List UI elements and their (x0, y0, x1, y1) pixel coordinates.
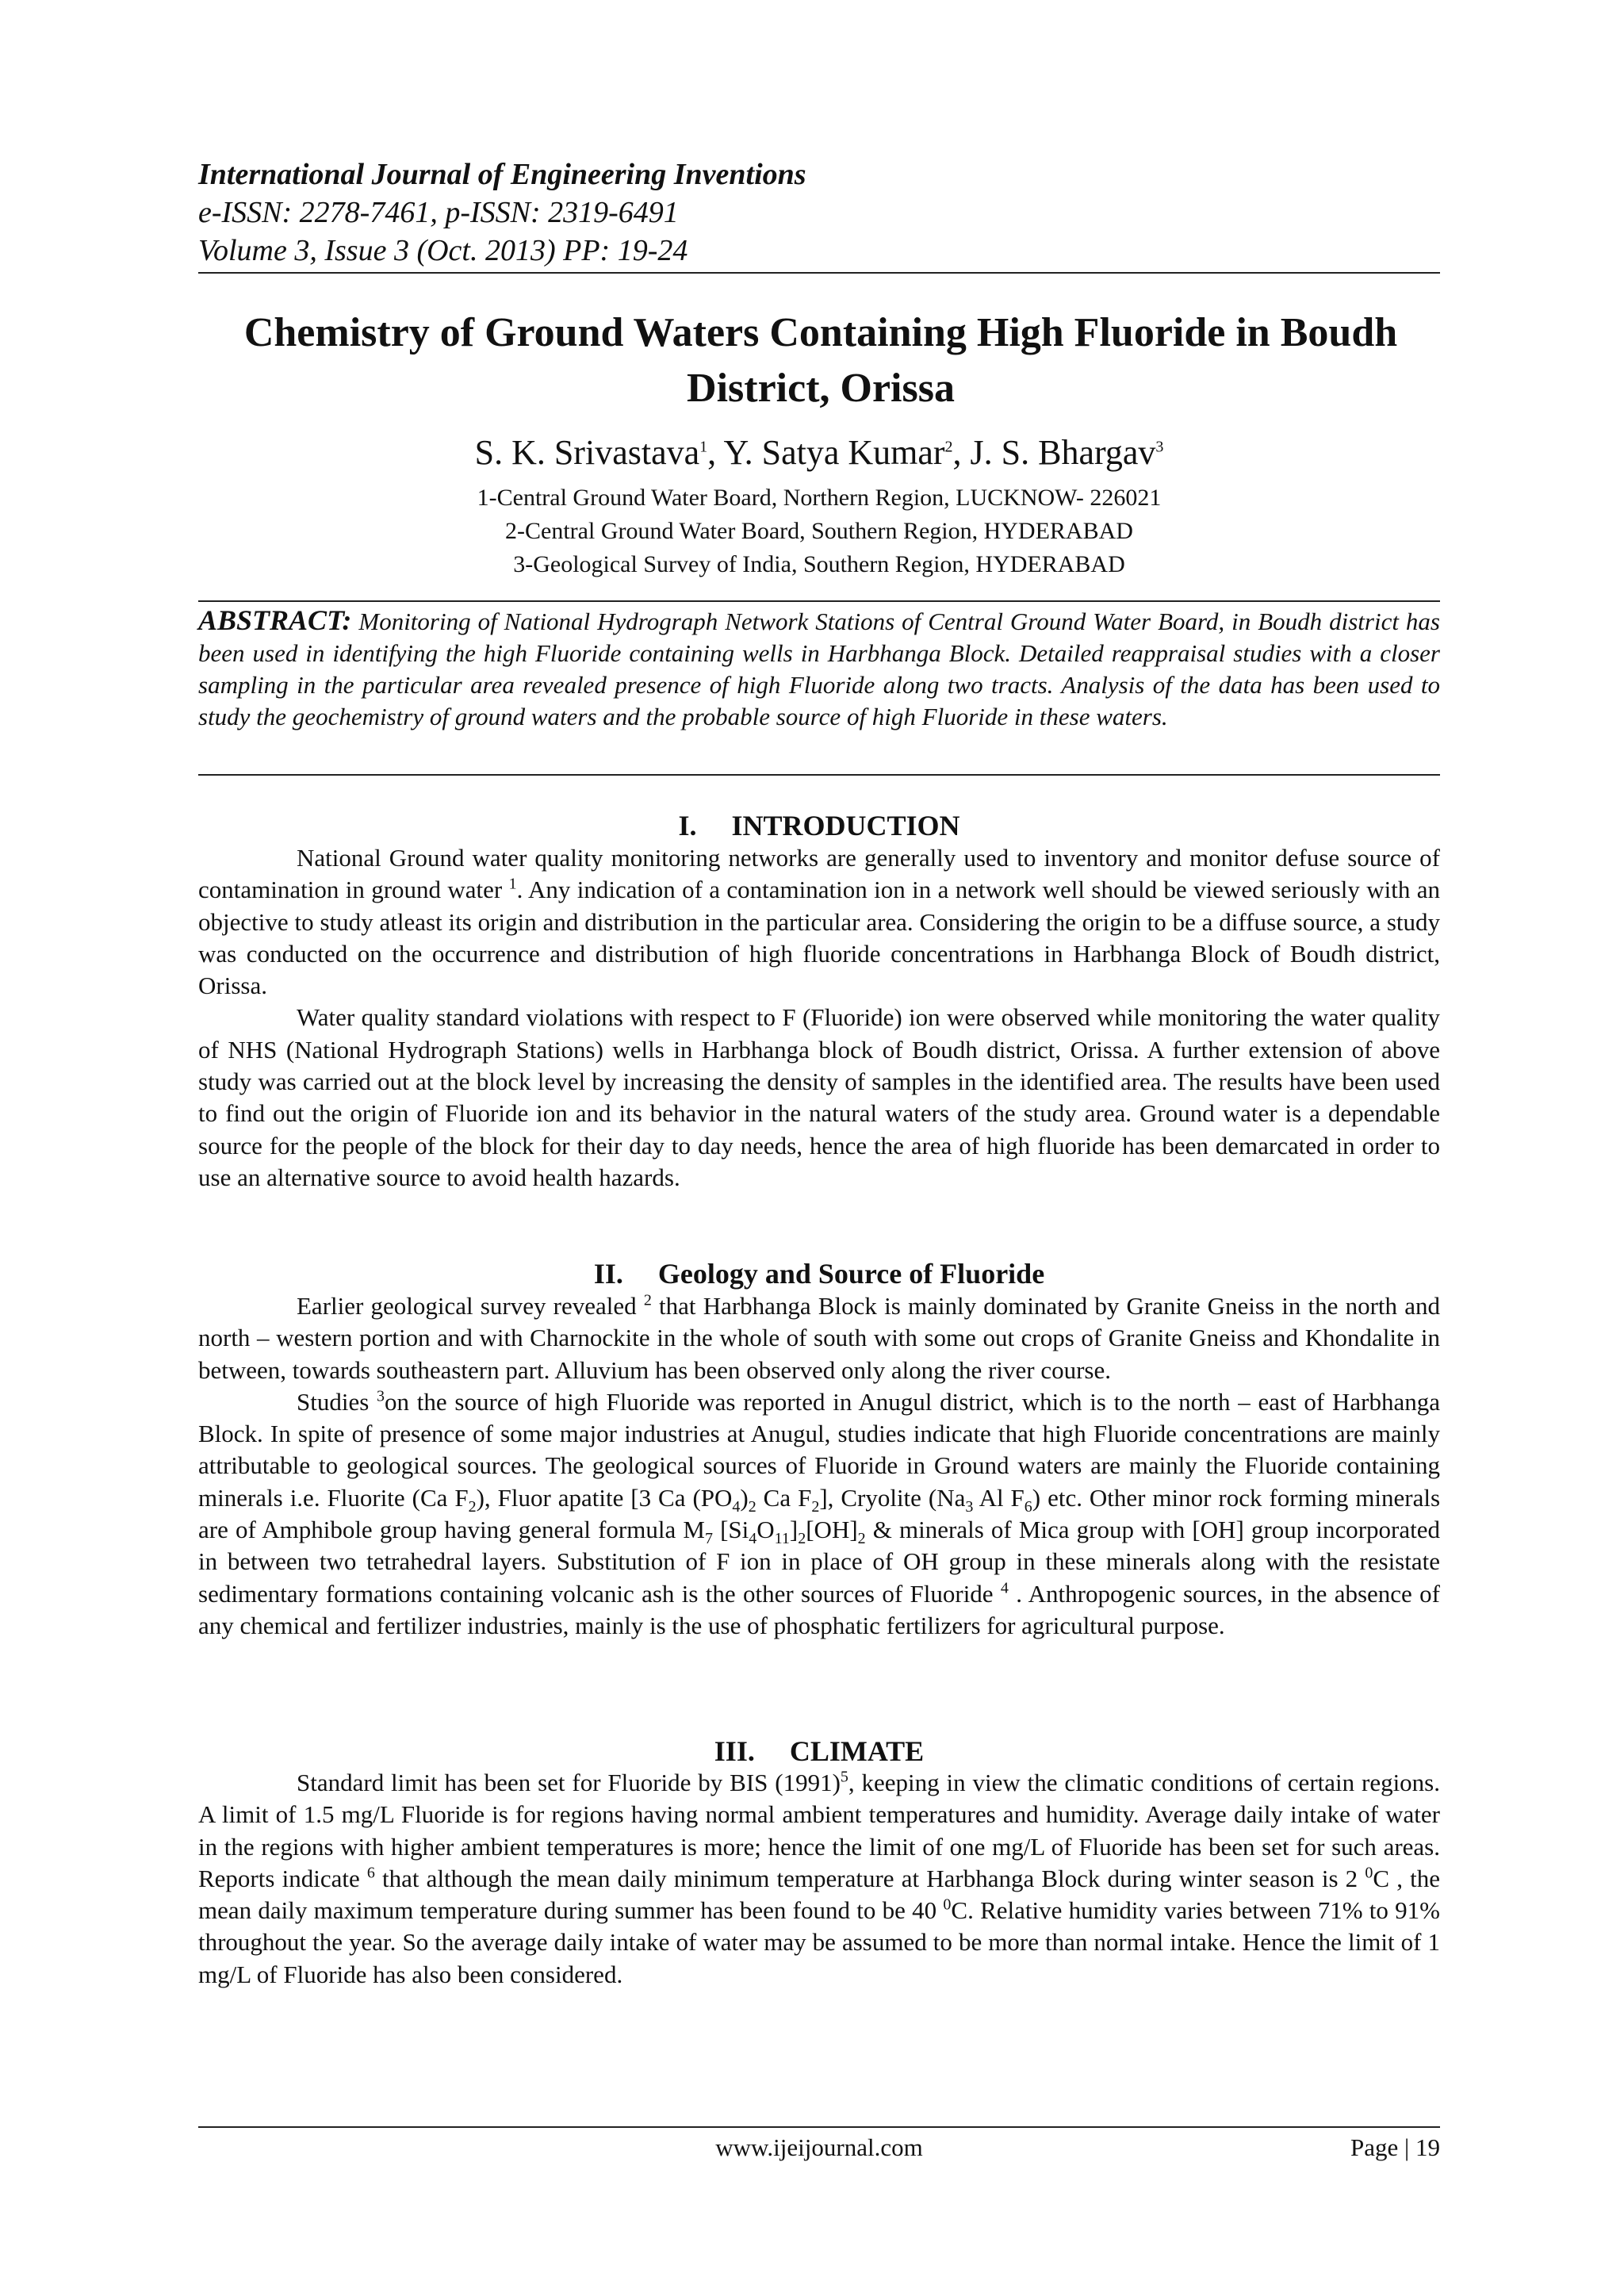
superscript: 4 (1000, 1579, 1009, 1597)
journal-volume: Volume 3, Issue 3 (Oct. 2013) PP: 19-24 (198, 234, 688, 267)
author (475, 433, 724, 472)
abstract-bottom-rule (198, 774, 1440, 776)
paragraph (198, 1386, 1440, 1642)
text-run: ), Fluor apatite [3 Ca (PO (476, 1483, 733, 1512)
author-name: S. K. Srivastava (474, 433, 700, 472)
text-run: & minerals of Mica group with [OH] group incorporated in between two tetrahedral layers. Substitution of F ion in place of OH group in these minerals along with the resistate sedimentary formations containing volcanic ash is the other sources of Fluoride (198, 1516, 1440, 1608)
affiliation: 1-Central Ground Water Board, Northern Region, LUCKNOW- 226021 (477, 485, 1162, 511)
subscript: 4 (749, 1530, 757, 1548)
journal-header (198, 155, 1443, 270)
text-run: C. Relative humidity varies between 71% to 91% throughout the year. So the average daily intake of water may be assumed to be more than normal intake. Hence the limit of 1 mg/L of Fluoride has also been considered. (198, 1896, 1440, 1988)
affiliation: 3-Geological Survey of India, Southern Region, HYDERABAD (513, 551, 1125, 577)
affiliation-list (198, 481, 1440, 581)
author-affiliation-mark: 1 (699, 438, 708, 456)
text-run: ) etc. Other minor rock forming minerals are of Amphibole group having general formula M (198, 1483, 1441, 1544)
text-run: . Any indication of a contamination ion in a network well should be viewed seriously with an objective to study atleast its origin and distribution in the particular area. Considering the origin to be a diffuse source, a study was conducted on the occurrence and distribution of high fluoride concentrations in Harbhanga Block of Boudh district, Orissa. (198, 876, 1440, 1000)
paragraph (198, 842, 1440, 1002)
text-run: [OH] (806, 1516, 858, 1544)
section-body-climate (198, 1767, 1440, 1991)
superscript: 2 (643, 1291, 652, 1309)
author (971, 433, 1164, 472)
journal-issn: e-ISSN: 2278-7461, p-ISSN: 2319-6491 (198, 196, 679, 229)
affiliation: 2-Central Ground Water Board, Southern Region, HYDERABAD (505, 518, 1133, 544)
text-run: on the source of high Fluoride was reported in Anugul district, which is to the north – east of Harbhanga Block. In spite of presence of some major industries at Anugul, studies indicate that high Fluoride concentrations are mainly attributable to geological sources. The geological sources of Fluoride in Ground waters are mainly the Fluoride containing minerals i.e. Fluorite (Ca F (198, 1387, 1440, 1512)
section-number: II. (593, 1258, 623, 1290)
paragraph (198, 1002, 1440, 1194)
abstract-label: ABSTRACT: (198, 604, 352, 636)
author (724, 433, 971, 472)
section-title: CLIMATE (789, 1735, 925, 1767)
superscript: 6 (366, 1864, 375, 1882)
text-run: Water quality standard violations with respect to F (Fluoride) ion were observed while monitoring the water quality of NHS (National Hydrograph Stations) wells in Harbhanga block of Boudh district, Orissa. A further extension of above study was carried out at the block level by increasing the density of samples in the identified area. The results have been used to find out the origin of Fluoride ion and its behavior in the natural waters of the study area. Ground water is a dependable source for the people of the block for their day to day needs, hence the area of high fluoride has been demarcated in order to use an alternative source to avoid health hazards. (198, 1003, 1440, 1191)
text-run: [Si (712, 1516, 749, 1544)
text-run: ], Cryolite (Na (819, 1483, 966, 1512)
section-heading-geology (198, 1256, 1440, 1291)
text-run: Al F (973, 1483, 1025, 1512)
footer-rule (198, 2126, 1440, 2128)
text-run: that although the mean daily minimum temperature at Harbhanga Block during winter season is 2 (374, 1864, 1365, 1892)
section-number: III. (714, 1735, 755, 1767)
paragraph (198, 1767, 1440, 1991)
abstract-top-rule (198, 600, 1440, 602)
subscript: 4 (732, 1497, 741, 1516)
text-run: . Anthropogenic sources, in the absence of any chemical and fertilizer industries, mainly is the use of phosphatic fertilizers for agricultural purpose. (198, 1579, 1440, 1639)
subscript: 6 (1024, 1497, 1032, 1516)
text-run: Earlier geological survey revealed (297, 1292, 644, 1320)
text-run: , keeping in view the climatic conditions of certain regions. A limit of 1.5 mg/L Fluoride is for regions having normal ambient temperatures and humidity. Average daily intake of water in the regions with higher ambient temperatures is more; hence the limit of one mg/L of Fluoride has been set for such areas. Reports indicate (198, 1769, 1440, 1892)
abstract (198, 604, 1440, 733)
text-run: O (756, 1516, 775, 1544)
section-heading-introduction (198, 808, 1440, 843)
subscript: 2 (798, 1530, 806, 1548)
subscript: 7 (704, 1530, 713, 1548)
section-body-introduction (198, 842, 1440, 1194)
author-name: J. S. Bhargav (970, 433, 1156, 472)
page-number: Page | 19 (1350, 2133, 1440, 2161)
author-separator: , (952, 433, 971, 472)
author-separator: , (707, 433, 724, 472)
subscript: 2 (857, 1530, 866, 1548)
subscript: 2 (811, 1497, 820, 1516)
subscript: 2 (748, 1497, 756, 1516)
text-run: ) (740, 1483, 749, 1512)
subscript: 3 (965, 1497, 974, 1516)
author-list (198, 431, 1440, 475)
section-title: Geology and Source of Fluoride (657, 1258, 1045, 1290)
author-affiliation-mark: 2 (944, 438, 953, 456)
superscript: 0 (1365, 1864, 1373, 1882)
author-affiliation-mark: 3 (1155, 438, 1164, 456)
journal-name: International Journal of Engineering Inventions (198, 158, 806, 191)
abstract-text: Monitoring of National Hydrograph Network Stations of Central Ground Water Board, in Boudh district has been used in identifying the high Fluoride containing wells in Harbhanga Block. Detailed reappraisal studies with a closer sampling in the particular area revealed presence of high Fluoride along two tracts. Analysis of the data has been used to study the geochemistry of ground waters and the probable source of high Fluoride in these waters. (198, 608, 1440, 730)
text-run: Standard limit has been set for Fluoride by BIS (1991) (297, 1769, 841, 1796)
paper-title: Chemistry of Ground Waters Containing High Fluoride in Boudh District, Orissa (243, 310, 1398, 411)
text-run: Studies (297, 1387, 377, 1416)
text-run: C , the mean daily maximum temperature during summer has been found to be 40 (198, 1864, 1440, 1925)
subscript: 2 (468, 1497, 477, 1516)
section-heading-climate (198, 1734, 1440, 1769)
superscript: 5 (840, 1768, 848, 1786)
footer-url: www.ijeijournal.com (715, 2133, 923, 2161)
section-body-geology (198, 1290, 1440, 1642)
author-name: Y. Satya Kumar (723, 433, 945, 472)
text-run: ] (789, 1516, 799, 1544)
superscript: 3 (377, 1387, 385, 1405)
text-run: that Harbhanga Block is mainly dominated by Granite Gneiss in the north and north – western portion and with Charnockite in the whole of south with some out crops of Granite Gneiss and Khondalite in between, towards southeastern part. Alluvium has been observed only along the river course. (198, 1292, 1440, 1384)
paragraph (198, 1290, 1440, 1386)
text-run: National Ground water quality monitoring networks are generally used to inventory and monitor defuse source of contamination in ground water (198, 844, 1440, 904)
superscript: 0 (943, 1895, 952, 1914)
text-run: Ca F (756, 1483, 812, 1512)
page-footer (198, 2132, 1440, 2167)
section-title: INTRODUCTION (731, 810, 960, 841)
header-rule (198, 272, 1440, 274)
section-number: I. (678, 810, 697, 841)
superscript: 1 (508, 875, 517, 893)
subscript: 11 (774, 1530, 790, 1548)
